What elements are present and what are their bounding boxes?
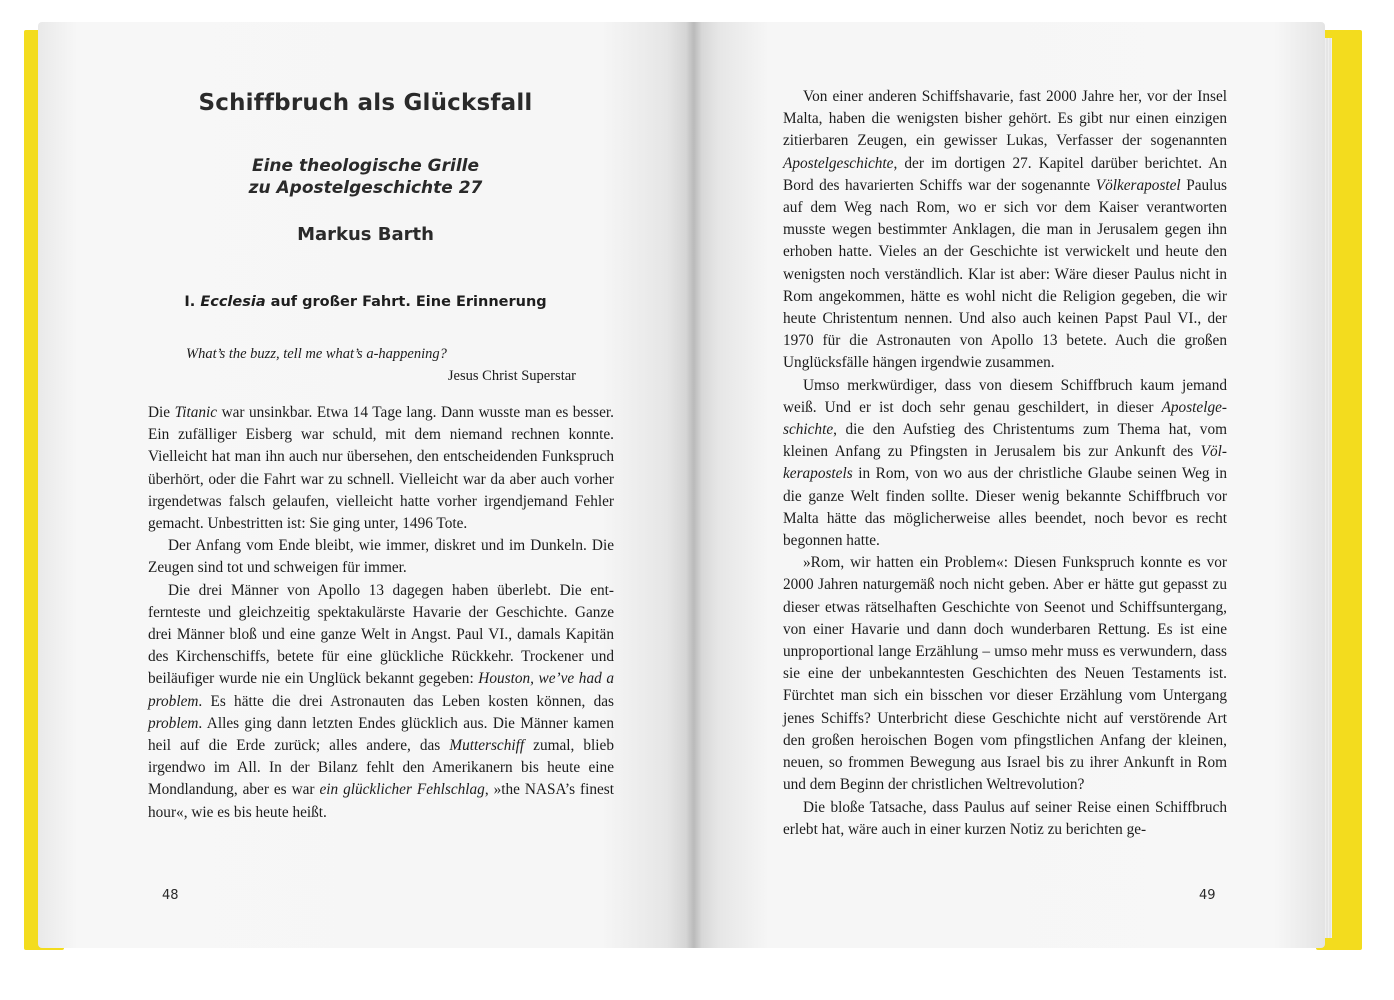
left-page [38,22,693,948]
author-name: Markus Barth [297,224,434,245]
subtitle-line-2: zu Apostelgeschichte 27 [248,178,483,198]
page-number-right: 49 [1199,888,1216,903]
book-spine-shadow [686,22,702,948]
chapter-title: Schiffbruch als Glücksfall [198,90,533,116]
paragraph: Die Titanic war unsinkbar. Etwa 14 Tage lang. Dann wusste man es besser. Ein zufälliger Eisberg war schuld, mit dem niemand rechnen konnte. Vielleicht hat man ihn auch nur übersehen, den entscheidenden Funkspruch überhört, oder die Fahrt war zu schnell. Vielleicht war da aber auch vorher irgendetwas falsch gelaufen, vielleicht hatte vorher irgendjemand Fehler gemacht. Unbestritten ist: Sie ging unter, 1496 Tote. [148,404,614,533]
right-page [693,22,1325,948]
page-number-left: 48 [162,888,179,903]
epigraph-quote: What’s the buzz, tell me what’s a-happening? [186,346,447,362]
paragraph: Der Anfang vom Ende bleibt, wie immer, diskret und im Dunkeln. Die Zeugen sind tot und schweigen für immer. [148,537,614,577]
paragraph: Die drei Männer von Apollo 13 dagegen haben überlebt. Die entfernteste und gleichzeitig spektakulärste Havarie der Geschichte. Ganze drei Männer bloß und eine ganze Welt in Angst. Paul VI., damals Kapitän des Kirchenschiffs, betete für eine glückliche Rückkehr. Trockener und beiläufiger wurde nie ein Unglück bekannt gegeben: Houston, we’ve had a problem. Es hätte die drei Astronauten das Leben kosten können, das problem. Alles ging dann letzten Endes glücklich aus. Die Männer kamen heil auf die Erde zurück; alles andere, das Mutterschiff zumal, blieb irgendwo im All. In der Bilanz fehlt den Amerikanern bis heute eine Mondlandung, aber es war ein glücklicher Fehlschlag, »the NASA’s finest hour«, wie es bis heute heißt. [148,581,614,821]
section-heading [38,294,693,310]
paragraph: Von einer anderen Schiffshavarie, fast 2000 Jahre her, vor der Insel Malta, haben die wenigsten bisher gehört. Es gibt nur einen einzigen zitierbaren Zeugen, ein gewisser Lukas, Verfasser der sogenannten Apostelgeschichte, der im dortigen 27. Kapitel darüber berichtet. An Bord des havarierten Schiffs war der sogenannte Völkerapostel Paulus auf dem Weg nach Rom, wo er sich vor dem Kaiser verantworten musste wegen bestimmter Anklagen, die man in Jerusalem gegen ihn erhoben hatte. Vieles an der Geschichte ist verwickelt und heute den wenigsten noch verständlich. Klar ist aber: Wäre dieser Paulus nicht in Rom angekommen, hätte es wohl nicht die Religion gegeben, die wir heute Christentum nennen. Und also auch keinen Papst Paul VI., der 1970 für die Astronauten von Apollo 13 betete. Auch die großen Unglücksfälle hängen irgendwie zusammen. [783,88,1227,372]
paragraph: »Rom, wir hatten ein Problem«: Diesen Funkspruch konnte es vor 2000 Jahren naturgemäß noch nicht geben. Aber er hätte gut gepasst zu dieser etwas rätselhaften Geschichte von Seenot und Schiffsuntergang, von einer Havarie und dann doch wunderbaren Rettung. Es ist eine unproportional lange Erzählung – umso mehr muss es verwundern, dass sie eine der unbekanntesten Geschichten des Neuen Testaments ist. Fürchtet man sich ein bisschen vor dieser Erzählung vom Untergang jenes Schiffs? Unterbricht diese Geschichte nicht auf verstörende Art den großen heroischen Bogen vom pfingstlichen Anfang der kleinen, neuen, so frommen Bewegung aus Israel bis zu ihrer Ankunft in Rom und dem Beginn der christlichen Weltrevolution? [783,554,1227,794]
left-body-text [148,402,614,824]
right-body-text [783,86,1227,841]
epigraph [186,343,576,387]
section-rest: auf großer Fahrt. Eine Erinnerung [270,294,547,310]
chapter-subtitle [38,155,693,199]
epigraph-source: Jesus Christ Superstar [447,368,576,384]
paragraph: Die bloße Tatsache, dass Paulus auf seiner Reise einen Schiffbruch erlebt hat, wäre auch in einer kurzen Notiz zu berichten ge- [783,798,1227,838]
subtitle-line-1: Eine theologische Grille [251,156,480,176]
section-italic: Ecclesia [200,294,266,310]
section-number: I. [184,294,196,310]
paragraph: Umso merkwürdiger, dass von diesem Schiffbruch kaum jemand weiß. Und er ist doch sehr genau geschildert, in dieser Apostelgeschichte, die den Aufstieg des Christentums zum Thema hat, vom kleinen Anfang zu Pfingsten in Jerusalem bis zur Ankunft des Völkerapostels in Rom, von wo aus der christliche Glaube seinen Weg in die ganze Welt finden sollte. Dieser wenig bekannte Schiffbruch vor Malta hätte das möglicherweise alles beendet, noch bevor es recht begonnen hatte. [783,376,1227,550]
